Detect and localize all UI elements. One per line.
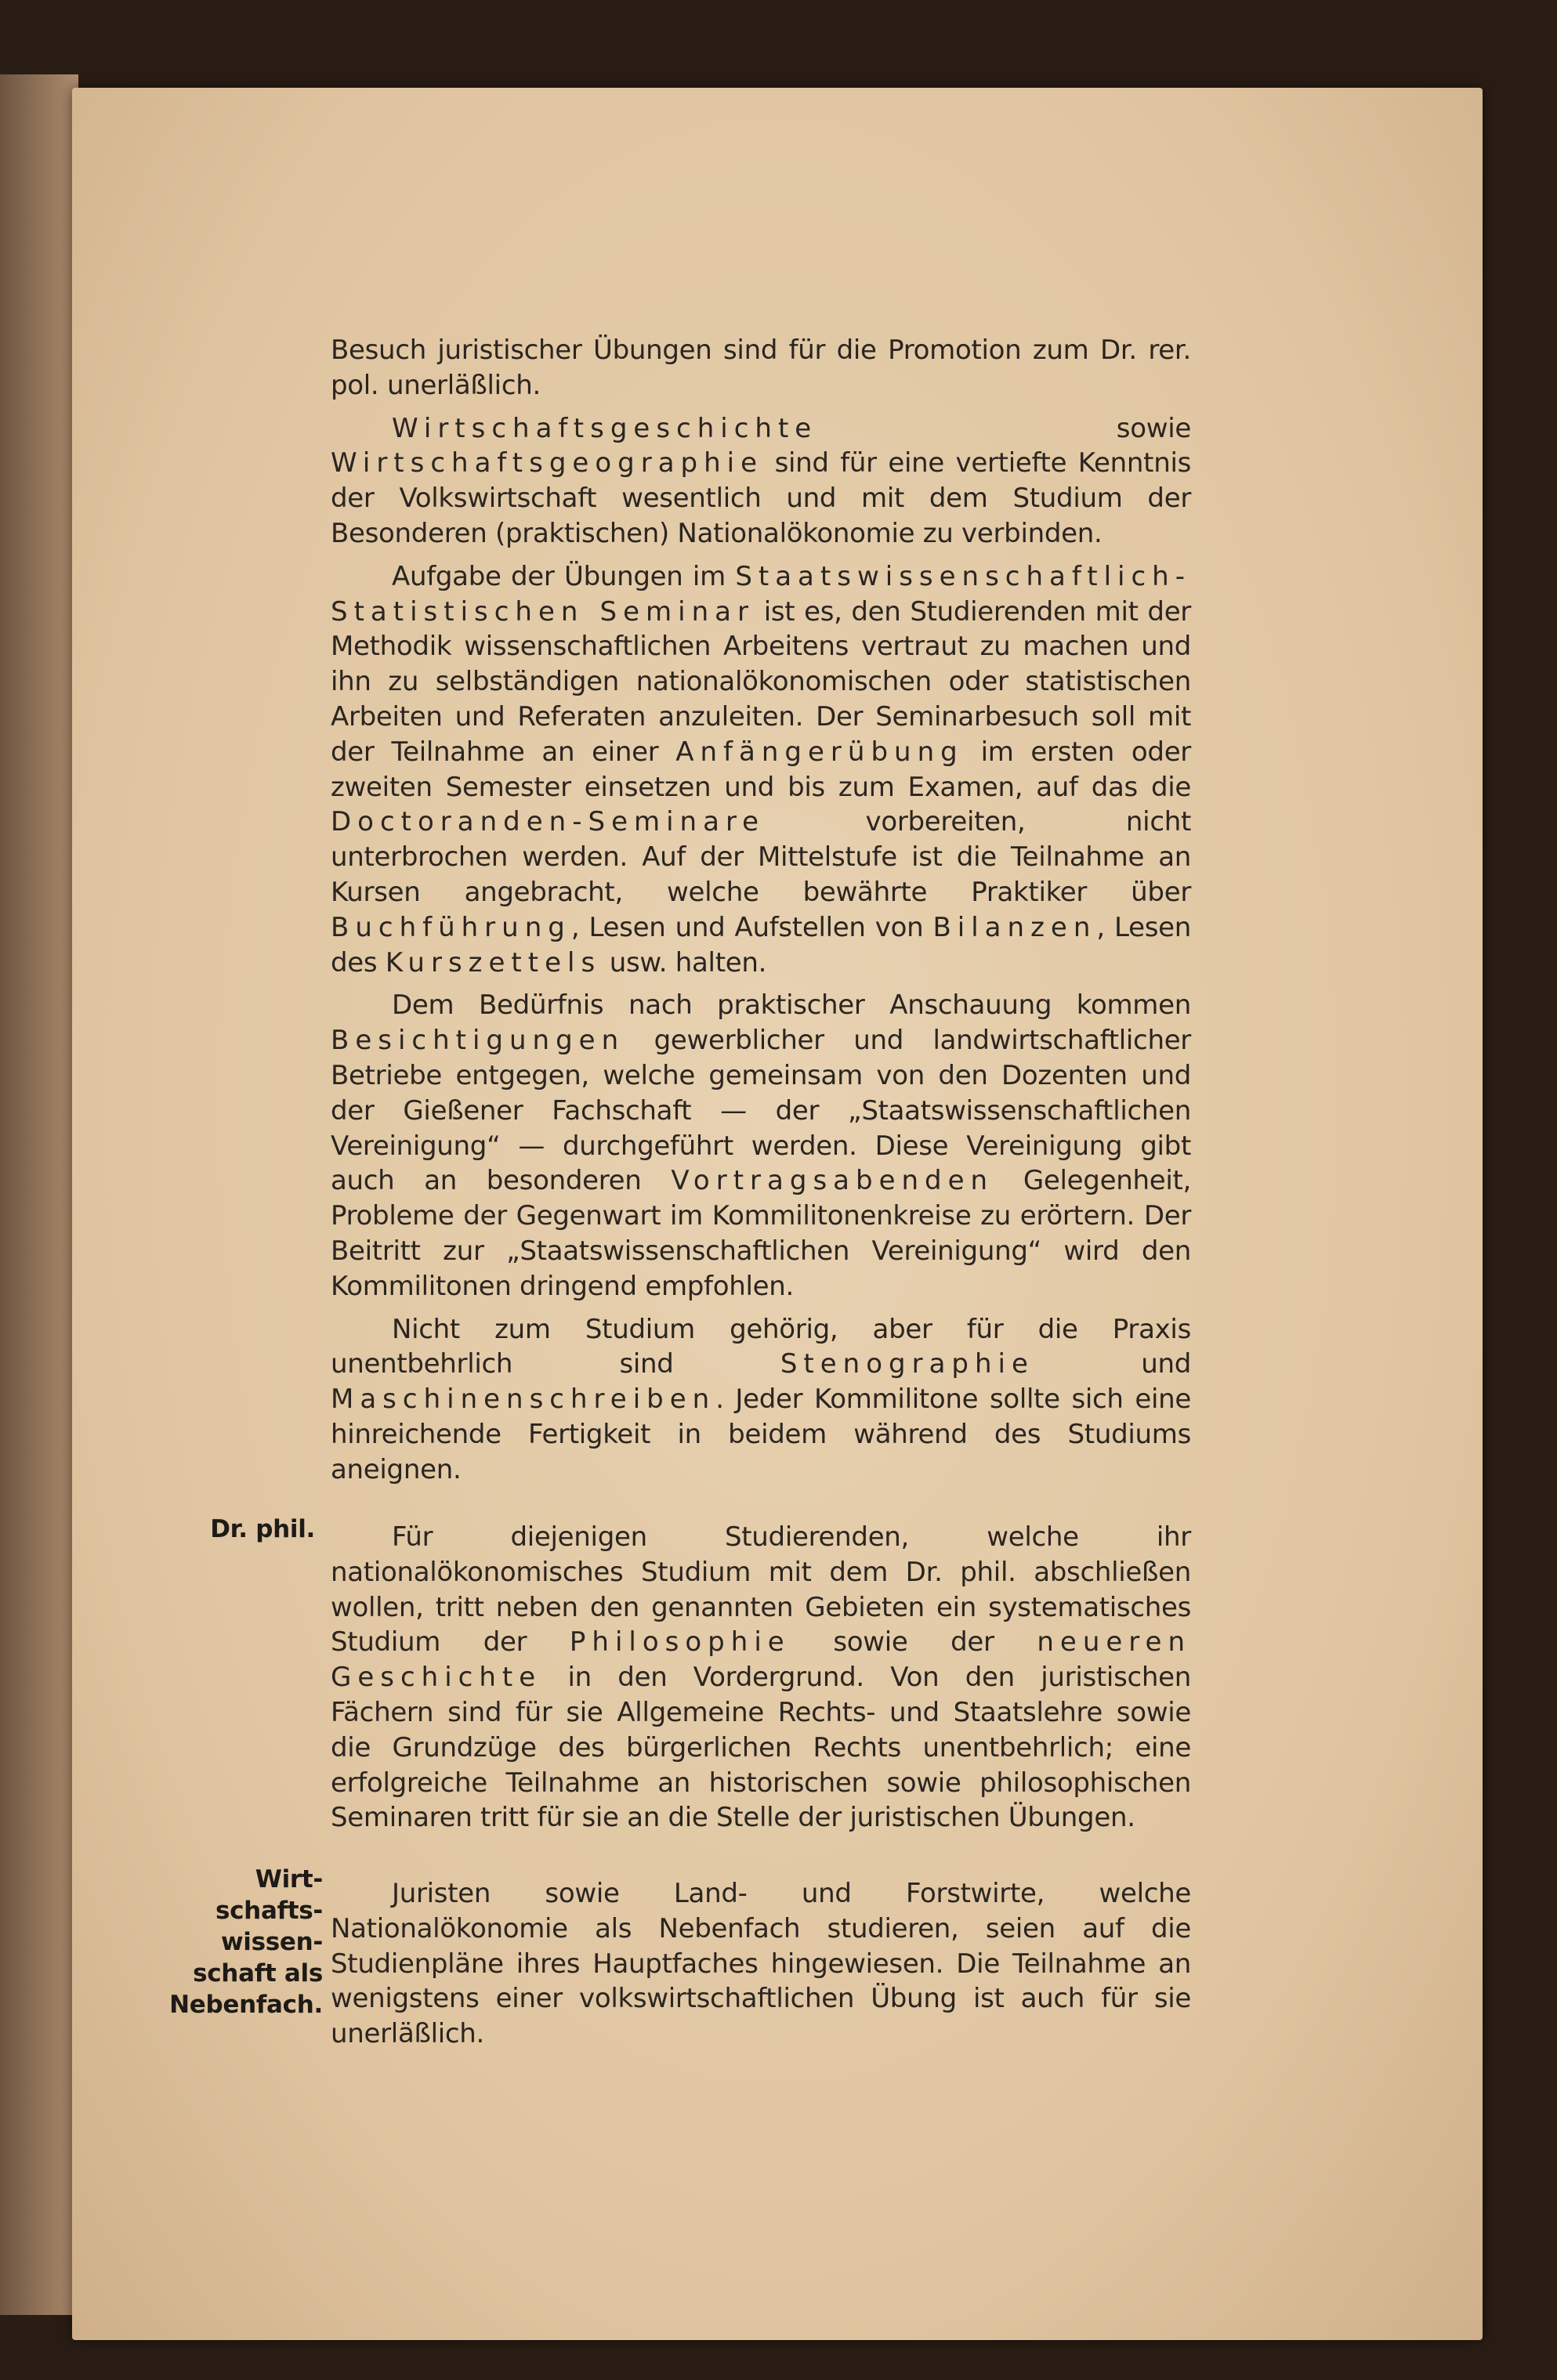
paragraph: [331, 559, 1191, 981]
section-nebenfach: [169, 1865, 1191, 2060]
paragraph: [331, 1876, 1191, 2052]
emphasis: Stenographie: [780, 1348, 1034, 1380]
text-run: Dem Bedürfnis nach praktischer Anschauung kommen: [392, 989, 1191, 1022]
margin-heading-dr-phil: Dr. phil.: [210, 1515, 315, 1543]
emphasis: neueren Geschichte: [331, 1626, 1192, 1694]
emphasis: Maschinenschreiben: [331, 1384, 716, 1416]
margin-heading-line: Nebenfach.: [169, 1991, 323, 2019]
emphasis: Bilanzen: [932, 911, 1097, 943]
paragraph: [331, 411, 1191, 552]
text-run: im ersten oder zweiten Semester einsetzen und bis zum Examen, auf das die: [331, 736, 1191, 803]
emphasis: Kurszettels: [385, 946, 602, 978]
margin-heading-line: schafts-: [215, 1897, 323, 1925]
facing-page-edge: [0, 74, 78, 2315]
emphasis: Philosophie: [569, 1626, 791, 1658]
text-run: sowie der: [790, 1626, 1037, 1658]
emphasis: Vortragsabenden: [671, 1165, 994, 1197]
text-run: gewerblicher und landwirtschaftlicher Betriebe entgegen, welche gemeinsam von den Dozenten und der Gießener Fachschaft — der „Staatswissenschaftlichen Vereinigung“ — durchgeführt werden. Diese Vereinigung gibt auch an besonderen: [331, 1025, 1191, 1197]
margin-heading-nebenfach: [135, 1864, 323, 2020]
text-run: Besuch juristischer Übungen sind für die Promotion zum Dr. rer. pol. unerläßlich.: [331, 335, 1191, 401]
text-run: Für diejenigen Studierenden, welche ihr nationalökonomisches Studium mit dem Dr. phil. abschließen wollen, tritt neben den genannten Gebieten ein systematisches Studium der: [331, 1521, 1191, 1658]
emphasis: Doctoranden-Seminare: [331, 806, 766, 838]
margin-heading-line: Wirt-: [255, 1865, 323, 1894]
text-run: Juristen sowie Land- und Forstwirte, welche Nationalökonomie als Nebenfach studieren, seien auf die Studienpläne ihres Hauptfaches hingewiesen. Die Teilnahme an wenigstens einer volkswirtschaftlichen Übung ist auch für sie unerläßlich.: [331, 1878, 1191, 2050]
margin-heading-line: schaft als: [193, 1959, 323, 1988]
text-run: vorbereiten, nicht unterbrochen werden. Auf der Mittelstufe ist die Teilnahme an Kursen angebracht, welche bewährte Praktiker über: [331, 806, 1191, 908]
margin-heading-line: wissen-: [220, 1928, 323, 1956]
emphasis: Wirtschaftsgeographie: [331, 447, 764, 479]
paragraph: [331, 1312, 1191, 1488]
section-rer-pol: [331, 333, 1191, 1496]
text-run: und: [1034, 1348, 1191, 1380]
paragraph: [331, 988, 1191, 1304]
text-run: in den Vordergrund. Von den juristischen Fächern sind für sie Allgemeine Rechts- und Staatslehre sowie die Grundzüge des bürgerlichen Rechts unentbehrlich; eine erfolgreiche Teilnahme an historischen sowie philosophischen Seminaren tritt für sie an die Stelle der juristischen Übungen.: [331, 1662, 1191, 1834]
text-run: Nicht zum Studium gehörig, aber für die Praxis unentbehrlich sind: [331, 1313, 1191, 1380]
emphasis: Wirtschaftsgeschichte: [392, 412, 818, 444]
paragraph: [331, 333, 1191, 403]
text-run: , Lesen des: [331, 911, 1191, 978]
emphasis: Staatswissenschaftlich-Statistischen Seminar: [331, 560, 1191, 628]
text-run: . Jeder Kommilitone sollte sich eine hinreichende Fertigkeit in beidem während des Studiums aneignen.: [331, 1384, 1191, 1485]
paragraph: [331, 1520, 1191, 1836]
text-run: ist es, den Studierenden mit der Methodik wissenschaftlichen Arbeitens vertraut zu machen und ihn zu selbständigen nationalökonomischen oder statistischen Arbeiten und Referaten anzuleiten. Der Seminarbesuch soll mit der Teilnahme an einer: [331, 595, 1191, 768]
text-run: sind für eine vertiefte Kenntnis der Volkswirtschaft wesentlich und mit dem Studium der Besonderen (praktischen) Nationalökonomie zu verbinden.: [331, 447, 1191, 549]
text-run: Aufgabe der Übungen im: [392, 560, 736, 592]
section-dr-phil: [210, 1515, 1192, 1843]
emphasis: Anfängerübung: [675, 736, 964, 768]
emphasis: Besichtigungen: [331, 1025, 625, 1057]
text-run: , Lesen und Aufstellen von: [570, 911, 933, 943]
text-run: sowie: [817, 412, 1191, 444]
emphasis: Buchführung: [331, 911, 571, 943]
text-run: usw. halten.: [601, 946, 767, 978]
text-run: Gelegenheit, Probleme der Gegenwart im Kommilitonenkreise zu erörtern. Der Beitritt zur „Staatswissenschaftlichen Vereinigung“ wird den Kommilitonen dringend empfohlen.: [331, 1165, 1192, 1302]
